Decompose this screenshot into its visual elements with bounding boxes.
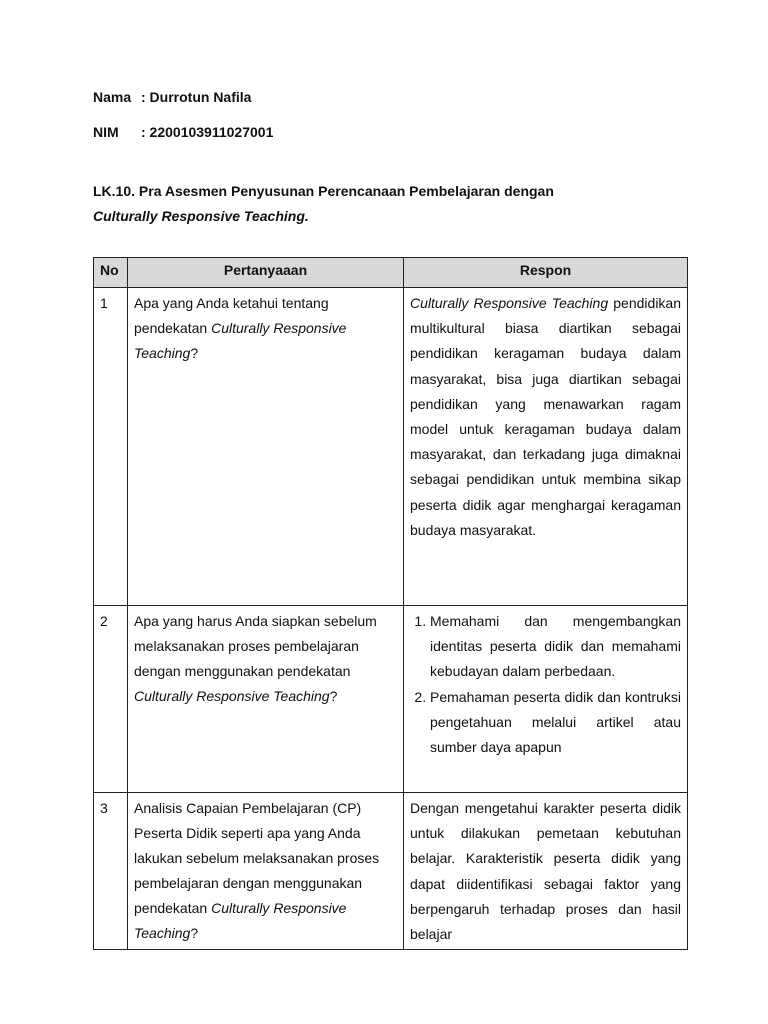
question-term: Culturally Responsive Teaching — [134, 320, 347, 361]
worksheet-title-line1: LK.10. Pra Asesmen Penyusunan Perencanaan Pembelajaran dengan — [93, 183, 554, 199]
table-row — [94, 606, 688, 793]
question-cell — [128, 793, 404, 950]
row-number: 1 — [94, 288, 128, 606]
response-list-item: 1. Memahami dan mengembangkan identitas peserta didik dan memahami kebudayan dalam perbedaan. — [430, 609, 681, 685]
nama-label: Nama — [93, 89, 132, 105]
response-list-item: 2. Pemahaman peserta didik dan kontruksi pengetahuan melalui artikel atau sumber daya apapun — [430, 685, 681, 761]
nama-line — [93, 88, 251, 106]
table-header-row — [94, 258, 688, 288]
question-term: Culturally Responsive Teaching — [134, 900, 347, 941]
question-suffix: ? — [329, 688, 338, 704]
row-number: 3 — [94, 793, 128, 950]
header-pertanyaan: Pertanyaaan — [128, 258, 404, 288]
response-cell — [404, 288, 688, 606]
nim-line — [93, 123, 273, 141]
nim-value: : 2200103911027001 — [141, 124, 274, 140]
nim-label: NIM — [93, 124, 119, 140]
header-respon: Respon — [404, 258, 688, 288]
question-cell — [128, 606, 404, 793]
response-list — [410, 609, 681, 760]
question-term: Culturally Responsive Teaching — [134, 688, 330, 704]
response-cell — [404, 606, 688, 793]
table-row — [94, 793, 688, 950]
response-text: Dengan mengetahui karakter peserta didik untuk dilakukan pemetaan kebutuhan belajar. Karakteristik peserta didik yang dapat diidentifikasi sebagai faktor yang berpengaruh terhadap proses dan hasil belajar — [410, 800, 681, 943]
nama-value: : Durrotun Nafila — [141, 89, 252, 105]
question-suffix: ? — [190, 925, 199, 941]
question-text: Apa yang harus Anda siapkan sebelum melaksanakan proses pembelajaran dengan menggunakan pendekatan — [134, 613, 377, 679]
question-text: Apa yang Anda ketahui tentang pendekatan — [134, 295, 329, 336]
response-cell — [404, 793, 688, 950]
worksheet-title-line2: Culturally Responsive Teaching. — [93, 208, 309, 224]
row-number: 2 — [94, 606, 128, 793]
table-row — [94, 288, 688, 606]
question-text: Analisis Capaian Pembelajaran (CP) Peserta Didik seperti apa yang Anda lakukan sebelum melaksanakan proses pembelajaran dengan menggunakan pendekatan — [134, 800, 380, 916]
response-text: pendidikan multikultural biasa diartikan sebagai pendidikan keragaman budaya dalam masyarakat, bisa juga diartikan sebagai pendidikan yang menawarkan ragam model untuk keragaman budaya dalam masyarakat, dan terkadang juga dimaknai sebagai pendidikan untuk membina sikap peserta didik agar menghargai keragaman budaya masyarakat. — [410, 295, 681, 538]
question-cell — [128, 288, 404, 606]
header-no: No — [94, 258, 128, 288]
response-term: Culturally Responsive Teaching — [410, 295, 609, 311]
assessment-table — [93, 257, 688, 950]
question-suffix: ? — [190, 345, 199, 361]
